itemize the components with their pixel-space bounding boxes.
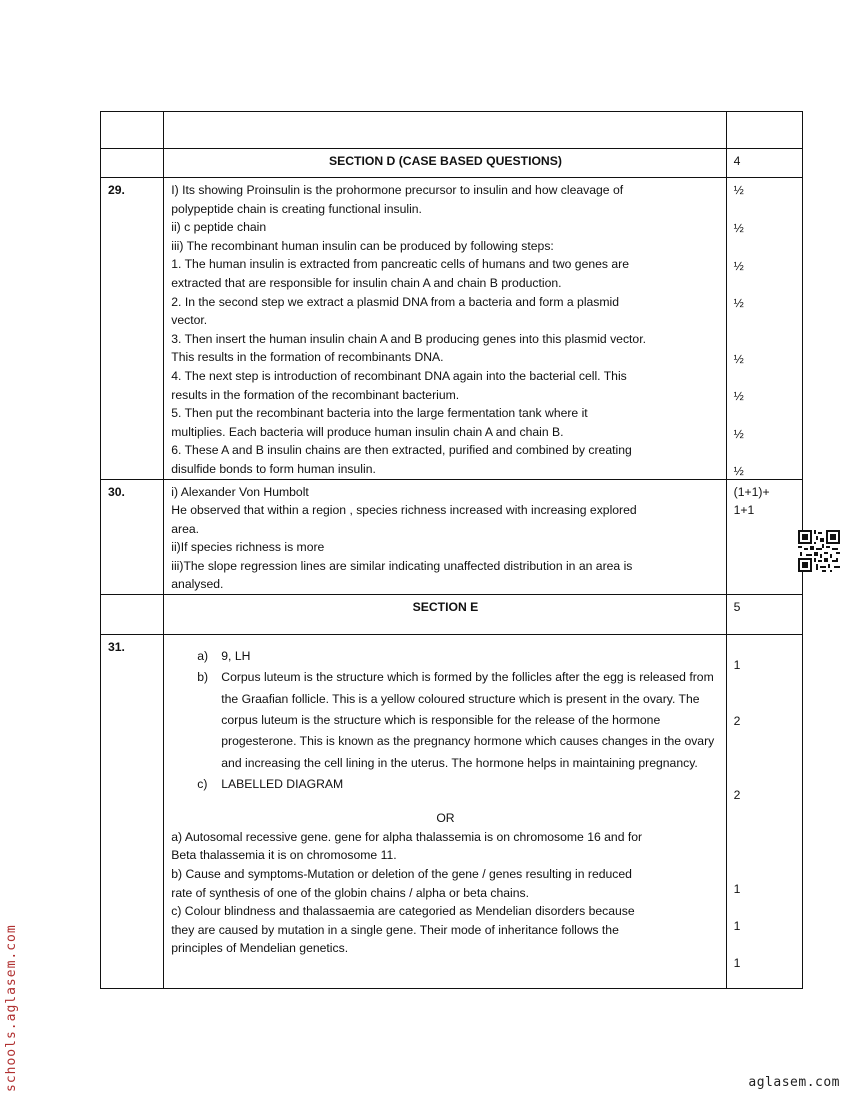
answer-line: Beta thalassemia it is on chromosome 11.: [171, 848, 397, 863]
mark: 1: [733, 658, 741, 673]
mark: 1: [733, 956, 741, 971]
mark: ½: [733, 464, 744, 478]
mark: 1: [733, 882, 741, 897]
answer-line: 4. The next step is introduction of recombinant DNA again into the bacterial cell. This: [171, 368, 627, 383]
answer-line: results in the formation of the recombinant bacterium.: [171, 387, 460, 402]
question-30-answer: [164, 479, 726, 595]
answer-line: This results in the formation of recombinants DNA.: [171, 350, 444, 365]
answer-key-table: [100, 111, 803, 989]
mark: ½: [733, 427, 744, 441]
answer-line: i) Alexander Von Humbolt: [171, 484, 309, 499]
question-29-marks: [726, 178, 802, 480]
question-30-number: 30.: [101, 479, 164, 595]
sub-answer-label: b): [197, 670, 209, 685]
sub-answer-b: [197, 667, 719, 773]
answer-line: vector.: [171, 313, 208, 328]
mark: 1+1: [733, 503, 755, 518]
answer-line: disulfide bonds to form human insulin.: [171, 461, 376, 476]
answer-line: I) Its showing Proinsulin is the prohormone precursor to insulin and how cleavage of: [171, 183, 624, 197]
sub-answer-label: a): [197, 649, 209, 664]
sub-answer-text: LABELLED DIAGRAM: [221, 776, 344, 791]
mark: ½: [733, 221, 744, 235]
header-cell-marks: [726, 112, 802, 149]
mark: ½: [733, 259, 744, 273]
qr-code-icon: [798, 530, 840, 572]
header-cell-number: [101, 112, 164, 149]
answer-line: 2. In the second step we extract a plasmid DNA from a bacteria and form a plasmid: [171, 294, 620, 309]
mark: (1+1)+: [733, 484, 770, 499]
answer-line: He observed that within a region , species richness increased with increasing explored: [171, 503, 637, 518]
watermark-left: schools.aglasem.com: [4, 924, 19, 1092]
answer-line: analysed.: [171, 577, 224, 592]
section-d-number-cell: [101, 149, 164, 178]
answer-line: 3. Then insert the human insulin chain A and B producing genes into this plasmid vector.: [171, 331, 646, 346]
mark: 2: [733, 788, 741, 803]
section-e-marks: 5: [726, 595, 802, 635]
or-divider: OR: [436, 811, 455, 826]
answer-line: polypeptide chain is creating functional insulin.: [171, 201, 422, 216]
answer-line: a) Autosomal recessive gene. gene for alpha thalassemia is on chromosome 16 and for: [171, 829, 643, 844]
mark: 2: [733, 714, 741, 729]
answer-line: multiplies. Each bacteria will produce human insulin chain A and chain B.: [171, 424, 564, 439]
mark: ½: [733, 352, 744, 366]
section-e-number-cell: [101, 595, 164, 635]
answer-line: iii) The recombinant human insulin can be produced by following steps:: [171, 238, 554, 253]
answer-line: area.: [171, 521, 200, 536]
sub-answer-label: c): [197, 776, 208, 791]
answer-line: 5. Then put the recombinant bacteria into the large fermentation tank where it: [171, 406, 588, 421]
answer-line: they are caused by mutation in a single gene. Their mode of inheritance follows the: [171, 922, 619, 937]
question-31-marks: [726, 635, 802, 989]
header-cell-answer: [164, 112, 726, 149]
answer-line: rate of synthesis of one of the globin chains / alpha or beta chains.: [171, 885, 529, 900]
answer-line: extracted that are responsible for insulin chain A and chain B production.: [171, 275, 562, 290]
question-31-answer: [164, 635, 726, 989]
answer-line: ii)If species richness is more: [171, 540, 325, 555]
question-31-row: [101, 635, 803, 989]
section-d-title: SECTION D (CASE BASED QUESTIONS): [164, 149, 726, 178]
mark: ½: [733, 389, 744, 403]
question-30-marks: [726, 479, 802, 595]
question-31-number: 31.: [101, 635, 164, 989]
question-29-number: 29.: [101, 178, 164, 480]
answer-line: iii)The slope regression lines are similar indicating unaffected distribution in an area is: [171, 558, 633, 573]
answer-line: principles of Mendelian genetics.: [171, 941, 349, 956]
answer-line: ii) c peptide chain: [171, 220, 267, 235]
section-e-row: [101, 595, 803, 635]
watermark-right: aglasem.com: [748, 1075, 840, 1090]
answer-line: 6. These A and B insulin chains are then extracted, purified and combined by creating: [171, 443, 632, 458]
sub-answer-list: [197, 646, 719, 795]
section-e-title: SECTION E: [164, 595, 726, 635]
sub-answer-a: [197, 646, 719, 667]
section-d-row: [101, 149, 803, 178]
sub-answer-text: Corpus luteum is the structure which is formed by the follicles after the egg is released from the Graafian follicle. This is a yellow coloured structure which is present in the ovary. The corpus luteum is the structure which is responsible for the release of the hormone progesterone. This is known as the pregnancy hormone which causes changes in the ovary and increasing the cell lining in the uterus. The hormone helps in maintaining pregnancy.: [221, 670, 715, 770]
question-29-row: [101, 178, 803, 480]
answer-line: 1. The human insulin is extracted from pancreatic cells of humans and two genes are: [171, 257, 629, 272]
question-30-row: [101, 479, 803, 595]
sub-answer-c: [197, 774, 719, 795]
header-row: [101, 112, 803, 149]
question-29-answer: [164, 178, 726, 480]
sub-answer-text: 9, LH: [221, 649, 251, 664]
section-d-marks: 4: [726, 149, 802, 178]
answer-line: c) Colour blindness and thalassaemia are categoried as Mendelian disorders because: [171, 904, 635, 919]
mark: 1: [733, 919, 741, 934]
mark: ½: [733, 296, 744, 310]
answer-line: b) Cause and symptoms-Mutation or deletion of the gene / genes resulting in reduced: [171, 866, 632, 881]
mark: ½: [733, 183, 744, 197]
